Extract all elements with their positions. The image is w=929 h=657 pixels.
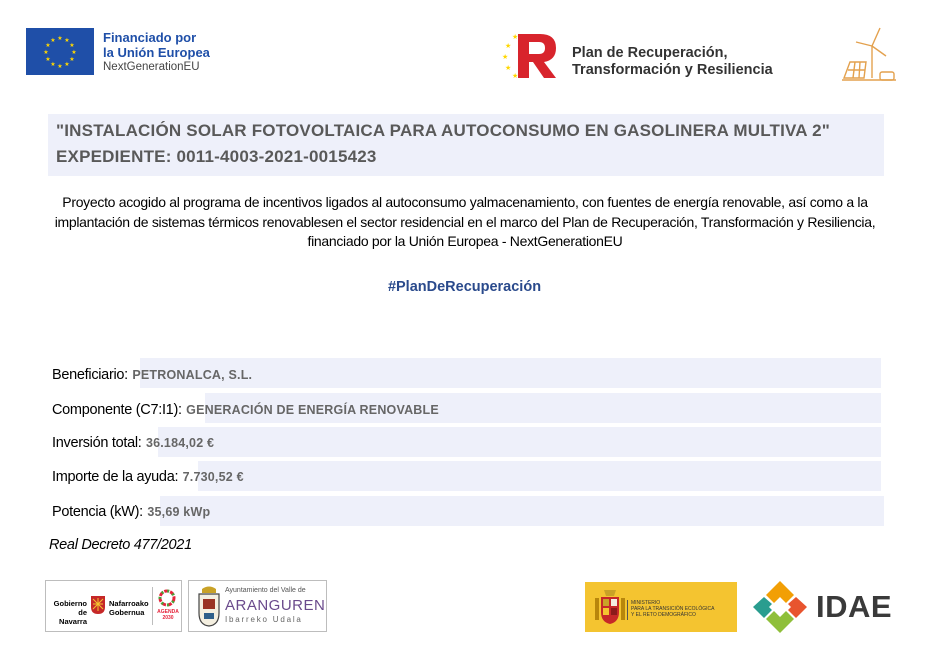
hashtag: #PlanDeRecuperación [387, 279, 542, 295]
spain-coat-of-arms-icon [593, 588, 627, 626]
field-value: PETRONALCA, S.L. [132, 368, 253, 382]
prtr-stars-icon [502, 33, 518, 80]
svg-text:★: ★ [69, 42, 75, 49]
real-decreto: Real Decreto 477/2021 [49, 537, 192, 553]
eu-line-3: NextGenerationEU [103, 61, 200, 73]
svg-text:★: ★ [64, 61, 70, 68]
svg-text:★: ★ [71, 49, 77, 56]
svg-text:★: ★ [45, 56, 51, 63]
eu-flag-logo [26, 28, 94, 75]
prtr-logo [500, 30, 560, 80]
svg-text:★: ★ [50, 37, 56, 44]
prtr-line-1: Plan de Recuperación, [572, 45, 728, 61]
eu-stars-icon [26, 28, 94, 75]
field-value: 35,69 kWp [147, 505, 211, 519]
navarra-shield-icon [90, 595, 106, 615]
divider [627, 600, 628, 620]
ministerio-text [631, 600, 714, 618]
svg-text:★: ★ [64, 37, 70, 44]
svg-text:★: ★ [45, 42, 51, 49]
svg-text:★: ★ [57, 63, 63, 70]
prtr-r-icon [518, 34, 556, 78]
field-componente [52, 401, 439, 419]
field-importe [52, 468, 244, 486]
navarra-eu-text: Nafarroako Gobernua [109, 599, 149, 617]
field-row-background [198, 461, 881, 491]
agenda-2030-icon [158, 589, 176, 607]
svg-text:★: ★ [69, 56, 75, 63]
aranguren-crest-icon [197, 585, 221, 627]
field-row-background [158, 427, 881, 457]
project-description: Proyecto acogido al programa de incentivos ligados al autoconsumo yalmacenamiento, con fuentes de energía renovable, así como a la implantación de sistemas térmicos renovablesen el sector residencial en el marco del Plan de Recuperación, Transformación y Resiliencia, financiado por la Unión Europea - NextGenerationEU [54, 194, 876, 249]
aranguren-eu-text: Ibarreko Udala [225, 615, 303, 624]
agenda-2030-text: AGENDA 2030 [157, 609, 179, 621]
eu-line-1: Financiado por [103, 30, 197, 45]
svg-text:★: ★ [43, 49, 49, 56]
field-label: Componente (C7:I1): [52, 402, 182, 418]
field-value: GENERACIÓN DE ENERGÍA RENOVABLE [186, 403, 439, 417]
prtr-line-2: Transformación y Resiliencia [572, 62, 773, 78]
field-value: 7.730,52 € [182, 470, 244, 484]
navarra-logo [45, 580, 182, 632]
wind-solar-icon [840, 26, 898, 84]
field-potencia [52, 503, 210, 521]
svg-text:★: ★ [502, 53, 509, 61]
divider [152, 587, 153, 625]
aranguren-name: ARANGUREN [225, 597, 326, 614]
aranguren-top-text: Ayuntamiento del Valle de [225, 587, 306, 594]
field-inversion [52, 434, 214, 452]
svg-text:★: ★ [57, 35, 63, 42]
ministerio-line-1: MINISTERIO [631, 600, 661, 606]
field-label: Importe de la ayuda: [52, 469, 179, 485]
field-label: Inversión total: [52, 435, 142, 451]
ministerio-line-2: PARA LA TRANSICIÓN ECOLÓGICA [631, 606, 715, 612]
idae-emblem-icon [750, 578, 810, 636]
project-title: "INSTALACIÓN SOLAR FOTOVOLTAICA PARA AUTOCONSUMO EN GASOLINERA MULTIVA 2" EXPEDIENTE: 0011-4003-2021-0015423 [56, 121, 830, 166]
idae-wordmark: IDAE [816, 589, 893, 624]
field-value: 36.184,02 € [145, 436, 215, 450]
svg-text:★: ★ [505, 42, 512, 50]
navarra-es-text: Gobierno de Navarra [53, 599, 87, 626]
ministerio-line-3: Y EL RETO DEMOGRÁFICO [631, 612, 696, 618]
svg-text:★: ★ [505, 64, 512, 72]
prtr-text [572, 45, 773, 79]
field-label: Potencia (kW): [52, 504, 143, 520]
eu-line-2: la Unión Europea [103, 45, 210, 60]
aranguren-logo [188, 580, 327, 632]
svg-text:★: ★ [50, 61, 56, 68]
field-row-background [160, 496, 884, 526]
svg-text:★: ★ [512, 33, 519, 41]
eu-funding-text [103, 30, 210, 75]
field-beneficiario [52, 366, 252, 384]
svg-text:★: ★ [512, 72, 519, 80]
field-label: Beneficiario: [52, 367, 128, 383]
